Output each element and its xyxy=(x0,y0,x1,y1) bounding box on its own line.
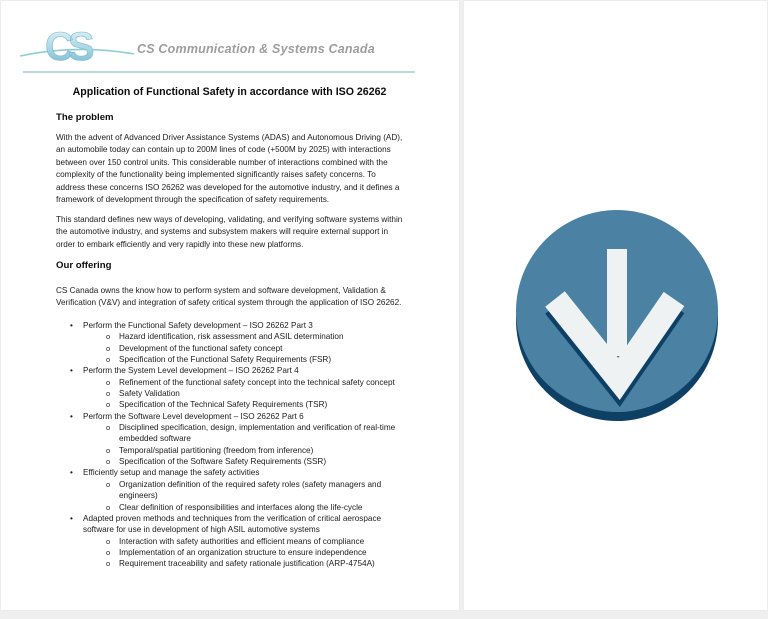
attachment-page xyxy=(463,0,768,611)
offering-item-text: Efficiently setup and manage the safety activities xyxy=(83,468,260,478)
problem-paragraph-1: With the advent of Advanced Driver Assistance Systems (ADAS) and Autonomous Driving (AD), an automobile today can contain up to 200M lines of code (+500M by 2025) with interactions between over 150 control units. This considerable number of interactions combined with the complexity of the functionality being implemented significantly raises safety concerns. To address these concerns ISO 26262 was developed for the automotive industry, and it defines a framework of development through the specification of safety requirements. xyxy=(56,133,403,205)
offering-list xyxy=(56,320,414,570)
offering-sublist xyxy=(83,536,414,570)
offering-subitem: o Implementation of an organization structure to ensure independence xyxy=(83,547,414,558)
offering-intro-paragraph: CS Canada owns the know how to perform system and software development, Validation & Verification (V&V) and integration of safety critical system through the application of ISO 26262. xyxy=(56,286,402,308)
section-heading-problem: The problem xyxy=(56,112,114,123)
company-name: CS Communication & Systems Canada xyxy=(137,42,375,56)
offering-item xyxy=(56,513,414,570)
offering-item xyxy=(56,411,414,468)
logo-monogram: CS xyxy=(45,25,89,67)
offering-subitem: o Organization definition of the required safety roles (safety managers and engineers) xyxy=(83,479,414,502)
offering-item xyxy=(56,467,414,512)
offering-item-text: Perform the Software Level development – ISO 26262 Part 6 xyxy=(83,411,304,421)
offering-subitem: o Refinement of the functional safety concept into the technical safety concept xyxy=(83,377,414,388)
offering-subitem: o Development of the functional safety concept xyxy=(83,343,414,354)
offering-sublist xyxy=(83,422,414,467)
offering-subitem: o Temporal/spatial partitioning (freedom from inference) xyxy=(83,445,414,456)
offering-item xyxy=(56,320,414,365)
problem-paragraph-2: This standard defines new ways of developing, validating, and verifying software systems within the automotive industry, and systems and subsystem makers will require external support in order to embark efficiently and very rapidly into these new platforms. xyxy=(56,215,403,249)
arrow-stem xyxy=(607,249,627,356)
offering-subitem: o Disciplined specification, design, implementation and verification of real-time embedded software xyxy=(83,422,414,445)
offering-subitem: o Safety Validation xyxy=(83,388,414,399)
header-divider xyxy=(23,71,415,73)
offering-subitem: o Specification of the Technical Safety Requirements (TSR) xyxy=(83,399,414,410)
download-arrow-icon[interactable] xyxy=(511,207,723,423)
offering-subitem: o Hazard identification, risk assessment and ASIL determination xyxy=(83,331,414,342)
offering-item-text: Perform the Functional Safety development – ISO 26262 Part 3 xyxy=(83,321,313,330)
cs-company-logo xyxy=(19,23,135,67)
document-title: Application of Functional Safety in accordance with ISO 26262 xyxy=(72,86,387,98)
offering-item-text: Adapted proven methods and techniques from the verification of critical aerospace software for use in development of high ASIL automotive systems xyxy=(83,513,382,535)
offering-item xyxy=(56,365,414,410)
offering-subitem: o Clear definition of responsibilities and interfaces along the life-cycle xyxy=(83,502,414,513)
offering-subitem: o Interaction with safety authorities and efficient means of compliance xyxy=(83,536,414,547)
offering-sublist xyxy=(83,331,414,365)
offering-sublist xyxy=(83,479,414,513)
offering-subitem: o Requirement traceability and safety rationale justification (ARP-4754A) xyxy=(83,558,414,569)
offering-item-text: Perform the System Level development – ISO 26262 Part 4 xyxy=(83,366,299,376)
offering-subitem: o Specification of the Software Safety Requirements (SSR) xyxy=(83,456,414,467)
section-heading-offering: Our offering xyxy=(56,260,112,271)
offering-subitem: o Specification of the Functional Safety Requirements (FSR) xyxy=(83,354,414,365)
offering-sublist xyxy=(83,377,414,411)
